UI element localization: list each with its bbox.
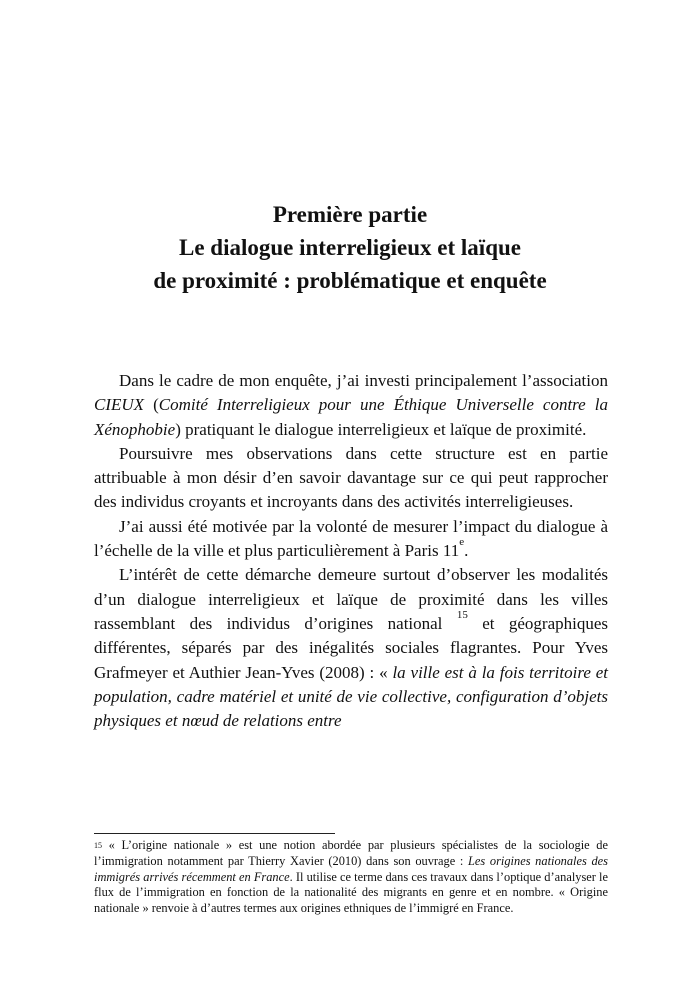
footnote-book-title: Les origines nationales des immigrés arrivés récemment en France <box>94 853 608 884</box>
footnote-separator <box>94 833 335 834</box>
p1-text-a: Dans le cadre de mon enquête, j’ai investi principalement l’association <box>119 371 608 390</box>
p4-text-a: L’intérêt de cette démarche demeure surtout d’observer les modalités d’un dialogue interreligieux et laïque de proximité dans les villes rassemblant des individus d’origines national <box>94 565 608 633</box>
p3-superscript: e <box>459 536 465 549</box>
body-text <box>94 369 608 733</box>
part-title <box>0 198 700 297</box>
title-line-1: Première partie <box>272 202 428 227</box>
p3-text-b: . <box>464 541 469 561</box>
title-line-2: Le dialogue interreligieux et laïque <box>179 235 521 260</box>
p4-text-b: et géographiques différentes, séparés par des inégalités sociales flagrantes. Pour Yves Grafmeyer et Authier Jean-Yves (2008) : « <box>94 613 609 682</box>
p1-association-acronym: CIEUX <box>94 395 145 415</box>
footnote-reference[interactable]: 15 <box>456 608 468 621</box>
p4-quote: la ville est à la fois territoire et population, cadre matériel et unité de vie collective, configuration d’objets physiques et nœud de relations entre <box>94 662 608 731</box>
footnote <box>94 838 608 917</box>
p1-text-e: ) pratiquant le dialogue interreligieux et laïque de proximité. <box>175 419 587 439</box>
paragraph-1 <box>94 369 608 442</box>
footnote-text-c: . Il utilise ce terme dans ces travaux dans l’optique d’analyser le flux de l’immigration en fonction de la nationalité des migrants en genre et en nombre. « Origine nationale » renvoie à d’autres termes aux origines ethniques de l’immigré en France. <box>94 869 608 916</box>
title-line-3: de proximité : problématique et enquête <box>153 268 547 293</box>
p1-association-name: Comité Interreligieux pour une Éthique Universelle contre la Xénophobie <box>94 395 608 439</box>
p3-text-a: J’ai aussi été motivée par la volonté de mesurer l’impact du dialogue à l’échelle de la ville et plus particulièrement à Paris 11 <box>94 516 608 561</box>
paragraph-2: Poursuivre mes observations dans cette structure est en partie attribuable à mon désir d’en savoir davantage sur ce qui peut rapprocher des individus croyants et incroyants dans des activités interreligieuses. <box>94 443 608 512</box>
paragraph-3 <box>94 515 608 564</box>
footnote-text-a: « L’origine nationale » est une notion abordée par plusieurs spécialistes de la sociologie de l’immigration notamment par Thierry Xavier (2010) dans son ouvrage : <box>94 838 608 868</box>
footnote-number: 15 <box>94 841 102 850</box>
p1-text-c: ( <box>144 395 159 415</box>
paragraph-4 <box>94 563 608 733</box>
